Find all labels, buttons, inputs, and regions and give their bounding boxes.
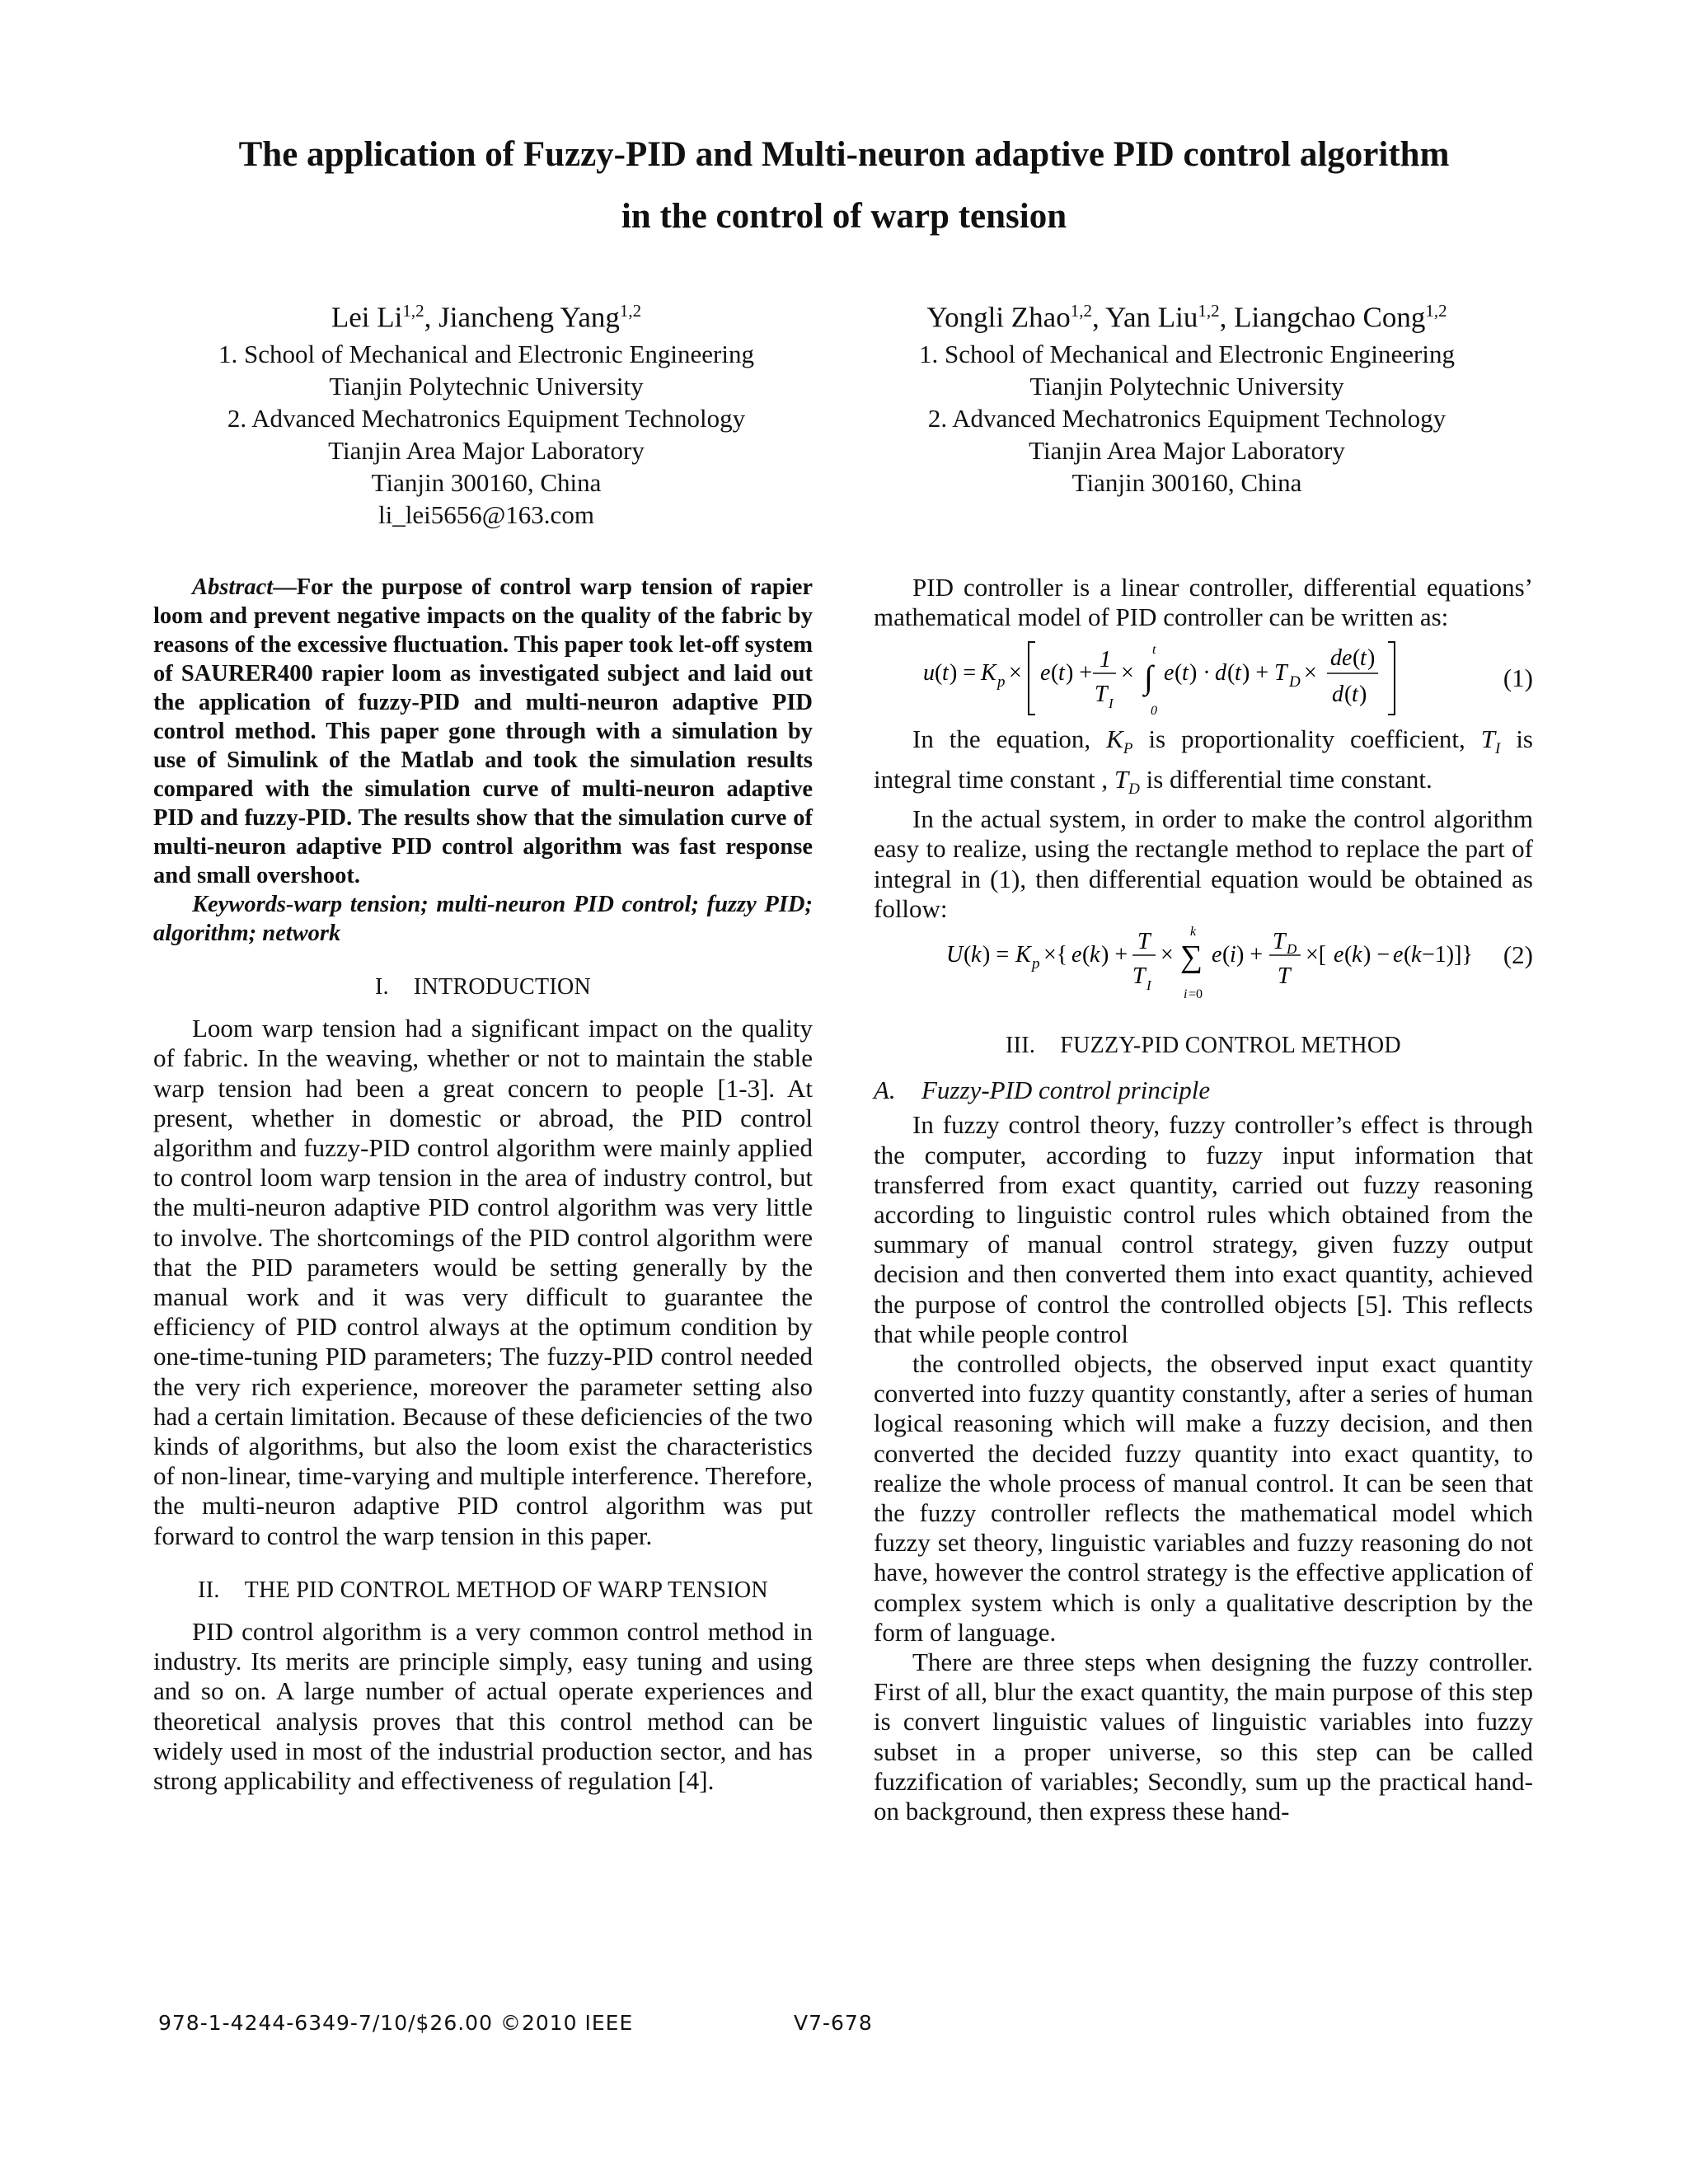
author-names-right: Yongli Zhao$^{1,2}$, Yan Liu$^{1,2}$, Liangchao Cong$^{1,2}$: [926, 301, 1447, 334]
author-name: Lei Li: [331, 301, 403, 334]
affiliation-line: Tianjin Area Major Laboratory: [328, 435, 645, 465]
svg-text:×: ×: [1160, 942, 1174, 968]
svg-text:) +: ) +: [1236, 942, 1264, 968]
section-title: INTRODUCTION: [413, 974, 592, 1000]
svg-text:I: I: [1146, 977, 1151, 993]
svg-text:D: D: [1289, 673, 1301, 691]
page-number: V7-678: [794, 2011, 873, 2035]
author-block-left: [157, 293, 816, 531]
svg-text:e: e: [1212, 942, 1222, 968]
equation-1-formula: [923, 635, 1451, 724]
section-heading-fuzzy-pid: [874, 1031, 1533, 1061]
svg-text:T: T: [1274, 660, 1287, 687]
symbol-t: T: [1480, 724, 1495, 754]
svg-text:t: t: [1182, 660, 1189, 687]
abstract: [153, 573, 813, 890]
paper-title: [132, 124, 1556, 247]
svg-text:T: T: [1095, 682, 1108, 708]
affiliation-line: 1. School of Mechanical and Electronic Engineering: [919, 339, 1455, 368]
svg-text:t: t: [942, 660, 949, 687]
svg-text:(: (: [1222, 942, 1231, 968]
section-number: I.: [374, 974, 389, 1000]
svg-text:T: T: [1137, 929, 1151, 954]
svg-text:): ): [1367, 645, 1376, 672]
svg-text:(: (: [1227, 660, 1236, 687]
svg-text:×: ×: [1009, 660, 1022, 687]
right-column: [874, 573, 1533, 1826]
svg-text:U: U: [946, 942, 964, 968]
pid-controller-paragraph: PID controller is a linear controller, differential equations’ mathematical model of PID controller can be written as:: [874, 573, 1533, 632]
svg-text:(: (: [1344, 682, 1353, 708]
author-names-left: Lei Li$^{1,2}$, Jiancheng Yang$^{1,2}$: [331, 301, 642, 334]
svg-text:) ·: ) ·: [1189, 660, 1211, 687]
svg-text:(: (: [1175, 660, 1183, 687]
svg-text:K: K: [1015, 942, 1031, 968]
affiliation-line: Tianjin Polytechnic University: [1029, 371, 1344, 401]
svg-text:d: d: [1215, 660, 1226, 687]
equation-2-number: (2): [1503, 940, 1533, 969]
pid-method-paragraph: PID control algorithm is a very common control method in industry. Its merits are principle simply, easy tuning and using and so on. A large number of actual operate experiences and theoretical analysis proves that this control method can be widely used in most of the industrial production sector, and has strong applicability and effectiveness of regulation [4].: [153, 1617, 813, 1796]
section-title: THE PID CONTROL METHOD OF WARP TENSION: [244, 1577, 768, 1603]
author-name: Jiancheng Yang: [438, 301, 620, 334]
section-title: FUZZY-PID CONTROL METHOD: [1060, 1033, 1401, 1058]
subsection-number: A.: [874, 1076, 896, 1105]
svg-text:(: (: [935, 660, 943, 687]
equation-note-text: is proportionality coefficient,: [1132, 724, 1481, 754]
svg-text:K: K: [981, 660, 996, 687]
equation-1-number: (1): [1503, 663, 1533, 693]
svg-text:×: ×: [1121, 660, 1134, 687]
svg-text:I: I: [1109, 696, 1114, 712]
author-affiliation-mark: 1,2: [619, 301, 642, 321]
affiliation-line: 2. Advanced Mechatronics Equipment Technology: [927, 403, 1447, 433]
svg-text:i: i: [1184, 987, 1188, 1001]
svg-text:u: u: [923, 660, 935, 687]
svg-text:k: k: [1190, 925, 1197, 939]
equation-1: [874, 635, 1533, 724]
svg-text:t: t: [1360, 645, 1367, 672]
svg-text:) −: ) −: [1363, 942, 1390, 968]
svg-text:e: e: [1071, 942, 1082, 968]
svg-text:∫: ∫: [1144, 658, 1153, 696]
svg-text:(: (: [1404, 942, 1412, 968]
equation-1-note: [874, 724, 1533, 804]
svg-text:t: t: [1152, 643, 1156, 658]
affiliation-line: 1. School of Mechanical and Electronic Engineering: [218, 339, 754, 368]
svg-text:) +: ) +: [1101, 942, 1128, 968]
svg-text:(: (: [1344, 942, 1353, 968]
svg-text:(: (: [1353, 645, 1361, 672]
introduction-paragraph: Loom warp tension had a significant impact on the quality of fabric. In the weaving, whether or not to maintain the stable warp tension had been a great concern to people [1-3]. At present, whether in domestic or abroad, the PID control algorithm and fuzzy-PID control algorithm were mainly applied to control loom warp tension in the area of industry control, but the multi-neuron adaptive PID control algorithm was very little to involve. The shortcomings of the PID control algorithm were that the PID parameters would be setting generally by the manual work and it was very difficult to guarantee the efficiency of PID control always at the optimum condition by one-time-tuning PID parameters; The fuzzy-PID control needed the very rich experience, moreover the parameter setting also had a certain limitation. Because of these deficiencies of the two kinds of algorithms, but also the loom exist the characteristics of non-linear, time-varying and multiple interference. Therefore, the multi-neuron adaptive PID control algorithm was put forward to control the warp tension in this paper.: [153, 1014, 813, 1550]
svg-text:p: p: [997, 673, 1006, 691]
footer-copyright: 978-1-4244-6349-7/10/$26.00 ©2010 IEEE: [158, 2011, 634, 2035]
section-number: II.: [198, 1577, 220, 1603]
affiliation-line: Tianjin Area Major Laboratory: [1029, 435, 1345, 465]
author-affiliation-mark: 1,2: [1070, 301, 1092, 321]
keywords: Keywords-warp tension; multi-neuron PID control; fuzzy PID; algorithm; network: [153, 892, 813, 946]
svg-text:×{: ×{: [1043, 942, 1068, 968]
equation-2: [874, 926, 1533, 1006]
fuzzy-theory-paragraph: In fuzzy control theory, fuzzy controller’s effect is through the computer, according to fuzzy input information that transferred from exact quantity, carried out fuzzy reasoning according to linguistic control rules which obtained from the summary of manual control strategy, given fuzzy output decision and then converted them into exact quantity, achieved the purpose of control the controlled objects [5]. This reflects that while people control: [874, 1110, 1533, 1348]
equation-note-text: is differential time constant.: [1139, 764, 1432, 794]
paper-title-line-2: in the control of warp tension: [621, 197, 1067, 236]
author-name: Liangchao Cong: [1234, 301, 1426, 334]
affiliation-line: Tianjin Polytechnic University: [329, 371, 644, 401]
abstract-label: Abstract: [192, 574, 274, 600]
svg-text:(: (: [964, 942, 972, 968]
svg-text:D: D: [1287, 941, 1297, 957]
paper-title-line-1: The application of Fuzzy-PID and Multi-neuron adaptive PID control algorithm: [238, 135, 1450, 174]
svg-text:T: T: [1278, 963, 1291, 989]
svg-text:=0: =0: [1189, 987, 1203, 1001]
author-block-right: [857, 293, 1517, 499]
section-heading-introduction: [153, 972, 813, 1002]
abstract-text: —For the purpose of control warp tension of rapier loom and prevent negative impacts on the quality of the fabric by reasons of the excessive fluctuation. This paper took let-off system of SAURER400 rapier loom as investigated subject and laid out the application of fuzzy-PID and multi-neuron adaptive PID control method. This paper gone through with a simulation by use of Simulink of the Matlab and took the simulation results compared with the simulation curve of multi-neuron adaptive PID and fuzzy-PID. The results show that the simulation curve of multi-neuron adaptive PID control algorithm was fast response and small overshoot.: [153, 574, 813, 888]
svg-text:d: d: [1332, 682, 1343, 708]
symbol-ti: $T_I$: [1480, 724, 1501, 758]
symbol-td: $T_D$: [1114, 764, 1140, 798]
svg-text:T: T: [1132, 963, 1146, 989]
svg-text:) =: ) =: [982, 942, 1010, 968]
affiliation-line: Tianjin 300160, China: [371, 467, 602, 497]
fuzzy-reasoning-paragraph: the controlled objects, the observed input exact quantity converted into fuzzy quantity constantly, after a series of human logical reasoning which will make a fuzzy decision, and then converted the decided fuzzy quantity into exact quantity, to realize the whole process of manual control. It can be seen that the fuzzy controller reflects the mathematical model which fuzzy set theory, linguistic variables and fuzzy reasoning do not have, however the control strategy is the effective application of complex system which is only a qualitative description by the form of language.: [874, 1349, 1533, 1647]
rectangle-method-paragraph: In the actual system, in order to make the control algorithm easy to realize, using the rectangle method to replace the part of integral in (1), then differential equation would be obtained as follow:: [874, 804, 1533, 923]
svg-text:k: k: [1090, 942, 1100, 968]
author-name: Yan Liu: [1105, 301, 1198, 334]
symbol-k: K: [1106, 724, 1123, 754]
author-affiliation-mark: 1,2: [1425, 301, 1447, 321]
svg-text:T: T: [1273, 929, 1286, 954]
svg-text:) =: ) =: [950, 660, 977, 687]
svg-text:t: t: [1058, 660, 1065, 687]
svg-text:(: (: [1051, 660, 1059, 687]
svg-text:1: 1: [1100, 647, 1111, 673]
svg-text:t: t: [1235, 660, 1241, 687]
equation-2-formula: [923, 925, 1473, 1006]
left-column: [153, 573, 813, 1796]
svg-text:) +: ) +: [1242, 660, 1269, 687]
svg-text:k: k: [971, 942, 982, 968]
svg-text:p: p: [1032, 955, 1040, 972]
svg-text:∑: ∑: [1180, 940, 1203, 974]
symbol-kp: $K_P$: [1106, 724, 1133, 758]
svg-text:×[: ×[: [1306, 942, 1327, 968]
subsection-title: Fuzzy-PID control principle: [921, 1076, 1211, 1105]
svg-text:e: e: [1393, 942, 1404, 968]
symbol-t: T: [1114, 764, 1129, 794]
svg-text:(: (: [1082, 942, 1090, 968]
author-affiliation-mark: 1,2: [1198, 301, 1220, 321]
svg-text:e: e: [1334, 942, 1344, 968]
affiliation-line: 2. Advanced Mechatronics Equipment Technology: [227, 403, 746, 433]
svg-text:k: k: [1352, 942, 1362, 968]
svg-text:de: de: [1330, 645, 1353, 672]
equation-note-text: is integral time constant ,: [874, 724, 1533, 794]
svg-text:0: 0: [1151, 704, 1157, 719]
svg-text:e: e: [1040, 660, 1051, 687]
author-email: li_lei5656@163.com: [378, 499, 594, 529]
svg-text:) +: ) +: [1066, 660, 1093, 687]
section-heading-pid-method: [153, 1576, 813, 1605]
svg-text:k: k: [1411, 942, 1422, 968]
svg-text:): ): [1359, 682, 1367, 708]
author-name: Yongli Zhao: [926, 301, 1071, 334]
svg-text:t: t: [1352, 682, 1358, 708]
affiliation-line: Tianjin 300160, China: [1071, 467, 1302, 497]
fuzzy-design-steps-paragraph: There are three steps when designing the fuzzy controller. First of all, blur the exact quantity, the main purpose of this step is convert linguistic values of linguistic variables into fuzzy subset in a proper universe, so this step can be called fuzzification of variables; Secondly, sum up the practical hand-on background, then express these hand-: [874, 1647, 1533, 1826]
svg-text:−1)]}: −1)]}: [1422, 942, 1473, 968]
svg-text:e: e: [1164, 660, 1175, 687]
subsection-heading-fuzzy-principle: [874, 1076, 1533, 1105]
section-number: III.: [1006, 1033, 1036, 1058]
svg-text:i: i: [1230, 942, 1236, 968]
author-affiliation-mark: 1,2: [402, 301, 424, 321]
svg-text:×: ×: [1304, 660, 1317, 687]
equation-note-text: In the equation,: [912, 724, 1107, 754]
